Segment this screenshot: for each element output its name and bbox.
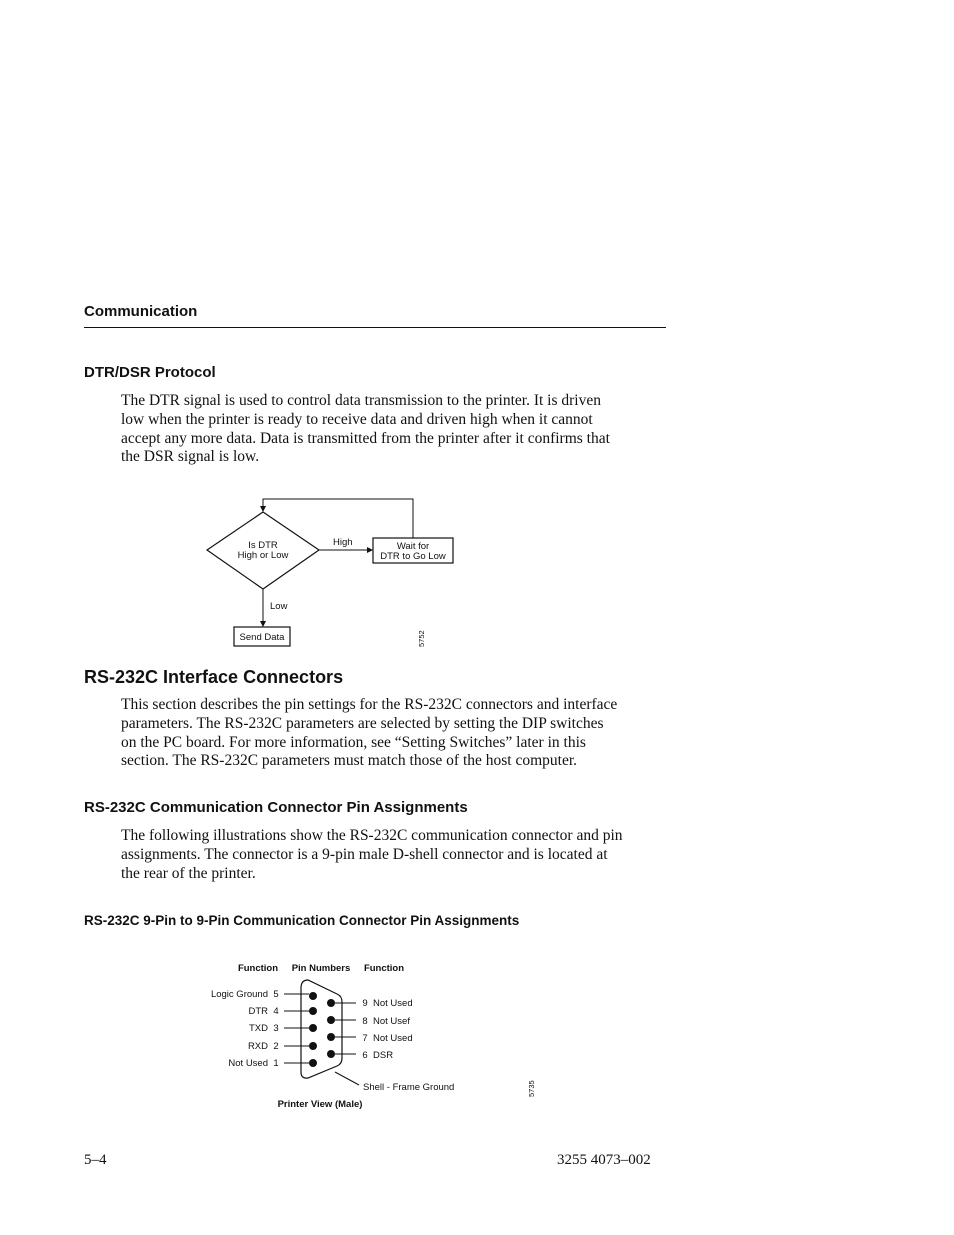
paragraph-line: on the PC board. For more information, see “Setting Switches” later in this (121, 733, 586, 751)
left-pin-label: Logic Ground (210, 989, 268, 1000)
high-label: High (333, 537, 353, 548)
right-pin-label: DSR (373, 1050, 394, 1061)
section-title: Communication (84, 303, 198, 320)
low-label: Low (270, 601, 288, 612)
pin-dot (309, 992, 317, 1000)
paragraph-line: The DTR signal is used to control data transmission to the printer. It is driven (121, 392, 601, 409)
paragraph-line: the DSR signal is low. (121, 448, 260, 466)
left-pin-label: TXD (249, 1023, 268, 1034)
dtr-flowchart (200, 490, 470, 655)
right-pin-label: Not Usef (373, 1016, 410, 1027)
paragraph-line: low when the printer is ready to receive data and driven high when it cannot (121, 410, 593, 428)
paragraph-line: section. The RS-232C parameters must match those of the host computer. (121, 752, 578, 770)
left-pin-number: 2 (273, 1041, 279, 1052)
header-function-right: Function (363, 963, 405, 974)
send-text: Send Data (239, 632, 285, 643)
decision-text-2: High or Low (237, 550, 289, 561)
right-pin-number: 6 (362, 1050, 368, 1061)
pin-assign-paragraph (121, 827, 666, 883)
pin-dot (309, 1007, 317, 1015)
right-pin-number: 9 (362, 998, 368, 1009)
right-pin-number: 8 (362, 1016, 368, 1027)
pin-assign-heading: RS-232C Communication Connector Pin Assignments (84, 799, 468, 816)
figure-title: RS-232C 9-Pin to 9-Pin Communication Connector Pin Assignments (84, 913, 520, 928)
header-pin-numbers: Pin Numbers (291, 963, 351, 974)
left-pin-label: RXD (247, 1041, 268, 1052)
right-pin-number: 7 (362, 1033, 368, 1044)
left-pin-number: 3 (273, 1023, 279, 1034)
pin-dot (309, 1024, 317, 1032)
paragraph-line: accept any more data. Data is transmitted from the printer after it confirms that (121, 429, 610, 447)
decision-text-1: Is DTR (248, 540, 278, 551)
paragraph-line: assignments. The connector is a 9-pin male D-shell connector and is located at (121, 845, 608, 863)
rs232-paragraph (121, 696, 666, 771)
paragraph-line: This section describes the pin settings for the RS-232C connectors and interface (121, 696, 618, 713)
document-number: 3255 4073–002 (557, 1152, 651, 1168)
left-pin-label: Not Used (228, 1058, 268, 1069)
connector-diagram (200, 955, 550, 1115)
pin-dot (309, 1059, 317, 1067)
right-pin-group (327, 998, 413, 1061)
wait-text-2: DTR to Go Low (380, 551, 446, 562)
right-pin-label: Not Used (373, 998, 413, 1009)
loop-arrow (263, 499, 413, 538)
wait-text-1: Wait for (396, 541, 430, 552)
pin-dot (327, 1016, 335, 1024)
pin-dot (327, 999, 335, 1007)
header-function-left: Function (237, 963, 279, 974)
pin-dot (327, 1050, 335, 1058)
header-rule (84, 327, 666, 328)
left-pin-number: 1 (273, 1058, 279, 1069)
figure-id: 5735 (527, 1080, 536, 1097)
paragraph-line: The following illustrations show the RS-232C communication connector and pin (121, 827, 623, 844)
rs232-heading: RS-232C Interface Connectors (84, 667, 344, 687)
left-pin-label: DTR (248, 1006, 268, 1017)
shell-label: Shell - Frame Ground (363, 1082, 455, 1093)
left-pin-number: 4 (273, 1006, 279, 1017)
shell-pointer (335, 1072, 359, 1085)
view-label: Printer View (Male) (277, 1099, 363, 1110)
figure-id: 5752 (417, 630, 426, 647)
right-pin-label: Not Used (373, 1033, 413, 1044)
paragraph-line: parameters. The RS-232C parameters are selected by setting the DIP switches (121, 714, 604, 732)
page-number: 5–4 (84, 1152, 107, 1168)
pin-dot (327, 1033, 335, 1041)
pin-dot (309, 1042, 317, 1050)
paragraph-line: the rear of the printer. (121, 864, 256, 882)
dtr-dsr-paragraph (121, 392, 666, 467)
dtr-dsr-heading: DTR/DSR Protocol (84, 364, 216, 381)
left-pin-number: 5 (273, 989, 279, 1000)
